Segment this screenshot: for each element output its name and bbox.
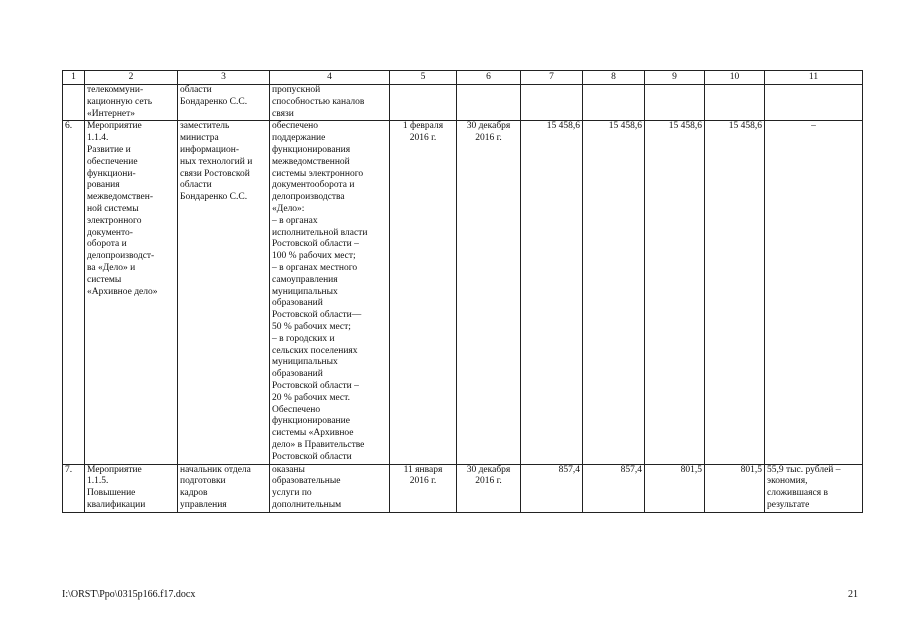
note: – <box>765 121 863 464</box>
expected-result: пропускной способностью каналов связи <box>270 85 390 121</box>
start-date: 1 февраля 2016 г. <box>390 121 457 464</box>
value-col7: 857,4 <box>521 464 583 512</box>
value-col8 <box>583 85 645 121</box>
value-col9 <box>645 85 705 121</box>
value-col7 <box>521 85 583 121</box>
end-date <box>457 85 521 121</box>
end-date: 30 декабря 2016 г. <box>457 121 521 464</box>
column-number: 7 <box>521 71 583 85</box>
column-number: 8 <box>583 71 645 85</box>
table-row <box>63 464 863 512</box>
column-number-row <box>63 71 863 85</box>
row-number <box>63 85 85 121</box>
value-col10 <box>705 85 765 121</box>
column-number: 2 <box>85 71 178 85</box>
measures-table <box>62 70 863 513</box>
note <box>765 85 863 121</box>
page-number: 21 <box>848 589 858 600</box>
expected-result: оказаны образовательные услуги по дополнительным <box>270 464 390 512</box>
responsible-person: начальник отдела подготовки кадров управления <box>178 464 270 512</box>
note: 55,9 тыс. рублей – экономия, сложившаяся в результате <box>765 464 863 512</box>
column-number: 9 <box>645 71 705 85</box>
column-number: 6 <box>457 71 521 85</box>
table-row <box>63 85 863 121</box>
measure-name: Мероприятие 1.1.5. Повышение квалификации <box>85 464 178 512</box>
value-col8: 15 458,6 <box>583 121 645 464</box>
row-number: 6. <box>63 121 85 464</box>
start-date <box>390 85 457 121</box>
column-number: 3 <box>178 71 270 85</box>
end-date: 30 декабря 2016 г. <box>457 464 521 512</box>
responsible-person: области Бондаренко С.С. <box>178 85 270 121</box>
column-number: 1 <box>63 71 85 85</box>
column-number: 5 <box>390 71 457 85</box>
measure-name: телекоммуни- кационную сеть «Интернет» <box>85 85 178 121</box>
value-col10: 15 458,6 <box>705 121 765 464</box>
start-date: 11 января 2016 г. <box>390 464 457 512</box>
expected-result: обеспечено поддержание функционирования межведомственной системы электронного документооборота и делопроизводства «Дело»: – в органах исполнительной власти Ростовской области – 100 % рабочих мест; – в органах местного самоуправления муниципальных образований Ростовской области— 50 % рабочих мест; – в городских и сельских поселениях муниципальных образований Ростовской области – 20 % рабочих мест. Обеспечено функционирование системы «Архивное дело» в Правительстве Ростовской области <box>270 121 390 464</box>
column-number: 11 <box>765 71 863 85</box>
column-number: 10 <box>705 71 765 85</box>
file-path: I:\ORST\Ppo\0315p166.f17.docx <box>62 589 196 600</box>
row-number: 7. <box>63 464 85 512</box>
responsible-person: заместитель министра информацион- ных технологий и связи Ростовской области Бондаренко С.С. <box>178 121 270 464</box>
table-row <box>63 121 863 464</box>
value-col8: 857,4 <box>583 464 645 512</box>
column-number: 4 <box>270 71 390 85</box>
value-col10: 801,5 <box>705 464 765 512</box>
value-col9: 15 458,6 <box>645 121 705 464</box>
value-col7: 15 458,6 <box>521 121 583 464</box>
measure-name: Мероприятие 1.1.4. Развитие и обеспечение функциони- рования межведомствен- ной системы электронного документо- оборота и делопроизводст- ва «Дело» и системы «Архивное дело» <box>85 121 178 464</box>
value-col9: 801,5 <box>645 464 705 512</box>
